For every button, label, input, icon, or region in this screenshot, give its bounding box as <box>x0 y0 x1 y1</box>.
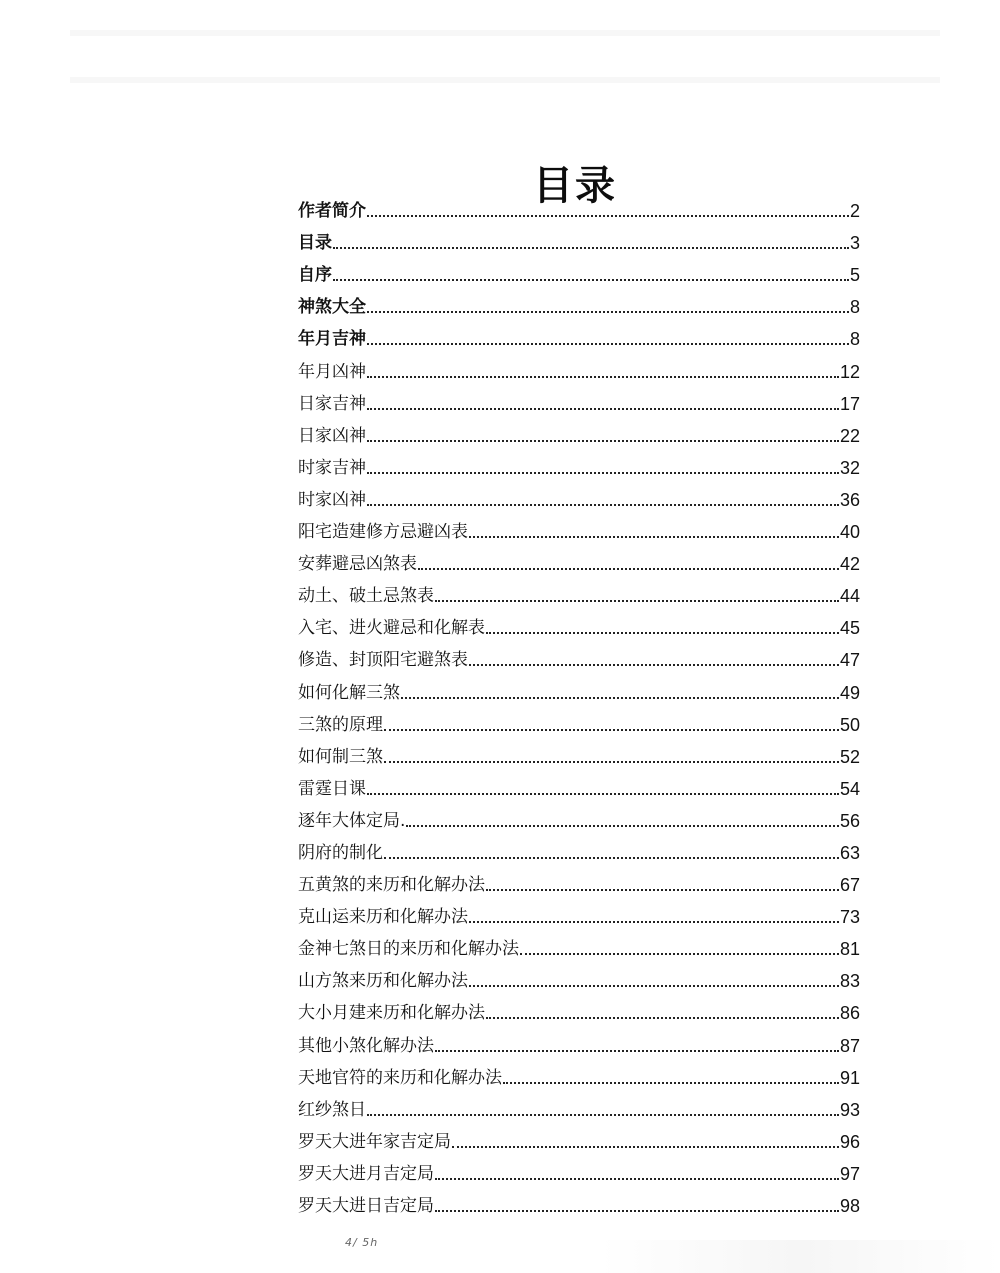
toc-entry[interactable] <box>298 1185 860 1217</box>
toc-entry[interactable] <box>298 864 860 896</box>
toc-entry-page-number: 22 <box>839 425 860 446</box>
toc-entry-label: 如何制三煞 <box>298 746 383 767</box>
dot-leader <box>486 889 839 891</box>
toc-entry-page-number: 17 <box>839 393 860 414</box>
toc-entry[interactable] <box>298 800 860 832</box>
table-of-contents <box>298 190 860 1217</box>
toc-entry-label: 其他小煞化解办法 <box>298 1035 434 1056</box>
toc-entry[interactable] <box>298 896 860 928</box>
dot-leader <box>452 1146 839 1148</box>
toc-entry[interactable] <box>298 639 860 671</box>
toc-entry[interactable] <box>298 543 860 575</box>
dot-leader <box>435 1210 839 1212</box>
toc-entry-label: 入宅、进火避忌和化解表 <box>298 618 485 639</box>
toc-entry-page-number: 67 <box>839 875 860 896</box>
dot-leader <box>520 953 839 955</box>
toc-entry[interactable] <box>298 1024 860 1056</box>
toc-entry-label: 修造、封顶阳宅避煞表 <box>298 650 468 671</box>
dot-leader <box>469 985 839 987</box>
footer-handwritten-mark: 4/ 5h <box>345 1236 379 1249</box>
toc-entry[interactable] <box>298 832 860 864</box>
toc-entry-page-number: 42 <box>839 554 860 575</box>
dot-leader <box>469 536 839 538</box>
dot-leader <box>406 825 839 827</box>
toc-entry[interactable] <box>298 960 860 992</box>
toc-entry[interactable] <box>298 190 860 222</box>
toc-entry[interactable] <box>298 318 860 350</box>
toc-entry-page-number: 96 <box>839 1131 860 1152</box>
scan-artifact <box>600 1240 1000 1273</box>
dot-leader <box>486 632 839 634</box>
toc-entry[interactable] <box>298 1153 860 1185</box>
toc-entry-page-number: 8 <box>849 329 860 350</box>
toc-entry-page-number: 98 <box>839 1196 860 1216</box>
toc-entry-page-number: 12 <box>839 361 860 382</box>
toc-entry-page-number: 81 <box>839 939 860 960</box>
toc-entry-label: 时家吉神 <box>298 457 366 478</box>
toc-entry-label: 三煞的原理 <box>298 714 383 735</box>
toc-entry-page-number: 5 <box>849 265 860 286</box>
dot-leader <box>435 1178 839 1180</box>
dot-leader <box>435 600 839 602</box>
toc-entry-label: 日家凶神 <box>298 425 366 446</box>
toc-entry-label: 红纱煞日 <box>298 1099 366 1120</box>
toc-entry-label: 罗天大进日吉定局 <box>298 1196 434 1216</box>
dot-leader <box>333 279 849 281</box>
toc-entry-label: 神煞大全 <box>298 297 366 318</box>
toc-entry-page-number: 2 <box>849 201 860 222</box>
dot-leader <box>367 793 839 795</box>
toc-entry-page-number: 87 <box>839 1035 860 1056</box>
toc-entry[interactable] <box>298 992 860 1024</box>
dot-leader <box>384 857 839 859</box>
toc-entry[interactable] <box>298 415 860 447</box>
toc-entry[interactable] <box>298 254 860 286</box>
dot-leader <box>384 761 839 763</box>
toc-entry[interactable] <box>298 383 860 415</box>
toc-entry-label: 山方煞来历和化解办法 <box>298 971 468 992</box>
toc-entry[interactable] <box>298 768 860 800</box>
toc-entry-label: 年月凶神 <box>298 361 366 382</box>
toc-entry-page-number: 52 <box>839 746 860 767</box>
toc-entry-label: 阴府的制化 <box>298 842 383 863</box>
dot-leader <box>367 504 839 506</box>
toc-entry[interactable] <box>298 1057 860 1089</box>
toc-entry-label: 大小月建来历和化解办法 <box>298 1003 485 1024</box>
dot-leader <box>367 472 839 474</box>
toc-entry-label: 自序 <box>298 265 332 286</box>
toc-entry-label: 时家凶神 <box>298 489 366 510</box>
dot-leader <box>418 568 839 570</box>
toc-entry[interactable] <box>298 671 860 703</box>
toc-entry-page-number: 40 <box>839 522 860 543</box>
toc-entry-label: 动土、破土忌煞表 <box>298 586 434 607</box>
toc-entry[interactable] <box>298 1121 860 1153</box>
dot-leader <box>367 376 839 378</box>
toc-entry-page-number: 56 <box>839 810 860 831</box>
dot-leader <box>367 215 849 217</box>
toc-entry-page-number: 63 <box>839 842 860 863</box>
toc-entry-page-number: 36 <box>839 489 860 510</box>
dot-leader <box>367 408 839 410</box>
dot-leader <box>367 311 849 313</box>
toc-entry-label: 雷霆日课 <box>298 778 366 799</box>
toc-entry-label: 天地官符的来历和化解办法 <box>298 1067 502 1088</box>
toc-entry-label: 目录 <box>298 233 332 254</box>
toc-entry[interactable] <box>298 286 860 318</box>
toc-entry-label: 作者简介 <box>298 201 366 222</box>
toc-entry-label: 安葬避忌凶煞表 <box>298 554 417 575</box>
dot-leader <box>469 664 839 666</box>
dot-leader <box>367 1114 839 1116</box>
dot-leader <box>367 343 849 345</box>
toc-entry[interactable] <box>298 479 860 511</box>
toc-entry-page-number: 97 <box>839 1163 860 1184</box>
page-title: 目录 <box>533 162 617 209</box>
toc-entry[interactable] <box>298 222 860 254</box>
toc-entry[interactable] <box>298 447 860 479</box>
toc-entry[interactable] <box>298 928 860 960</box>
bleed-through-line <box>70 30 940 36</box>
toc-entry-page-number: 32 <box>839 457 860 478</box>
toc-entry[interactable] <box>298 704 860 736</box>
toc-entry[interactable] <box>298 1089 860 1121</box>
toc-entry-label: 如何化解三煞 <box>298 682 400 703</box>
toc-entry-page-number: 44 <box>839 586 860 607</box>
dot-leader <box>401 697 839 699</box>
bleed-through-line <box>70 77 940 83</box>
toc-entry-label: 年月吉神 <box>298 329 366 350</box>
dot-leader <box>486 1017 839 1019</box>
toc-entry-label: 罗天大进年家吉定局 <box>298 1131 451 1152</box>
toc-entry-label: 克山运来历和化解办法 <box>298 907 468 928</box>
dot-leader <box>333 247 849 249</box>
toc-entry-page-number: 50 <box>839 714 860 735</box>
dot-leader <box>503 1082 839 1084</box>
toc-entry-label: 逐年大体定局. <box>298 810 406 831</box>
toc-entry[interactable] <box>298 350 860 382</box>
toc-entry-page-number: 49 <box>839 682 860 703</box>
toc-entry-label: 金神七煞日的来历和化解办法 <box>298 939 519 960</box>
toc-entry[interactable] <box>298 736 860 768</box>
toc-entry-page-number: 54 <box>839 778 860 799</box>
toc-entry-page-number: 73 <box>839 907 860 928</box>
toc-entry-page-number: 3 <box>849 233 860 254</box>
toc-entry-label: 罗天大进月吉定局 <box>298 1163 434 1184</box>
dot-leader <box>384 729 839 731</box>
toc-entry[interactable] <box>298 607 860 639</box>
toc-entry-page-number: 47 <box>839 650 860 671</box>
dot-leader <box>367 440 839 442</box>
toc-entry-label: 日家吉神 <box>298 393 366 414</box>
toc-entry-page-number: 83 <box>839 971 860 992</box>
toc-entry-label: 五黄煞的来历和化解办法 <box>298 875 485 896</box>
dot-leader <box>435 1050 839 1052</box>
dot-leader <box>469 921 839 923</box>
toc-entry-page-number: 8 <box>849 297 860 318</box>
toc-entry-page-number: 93 <box>839 1099 860 1120</box>
toc-entry-label: 阳宅造建修方忌避凶表 <box>298 522 468 543</box>
toc-entry-page-number: 86 <box>839 1003 860 1024</box>
toc-entry[interactable] <box>298 511 860 543</box>
toc-entry[interactable] <box>298 575 860 607</box>
toc-entry-page-number: 91 <box>839 1067 860 1088</box>
toc-entry-page-number: 45 <box>839 618 860 639</box>
